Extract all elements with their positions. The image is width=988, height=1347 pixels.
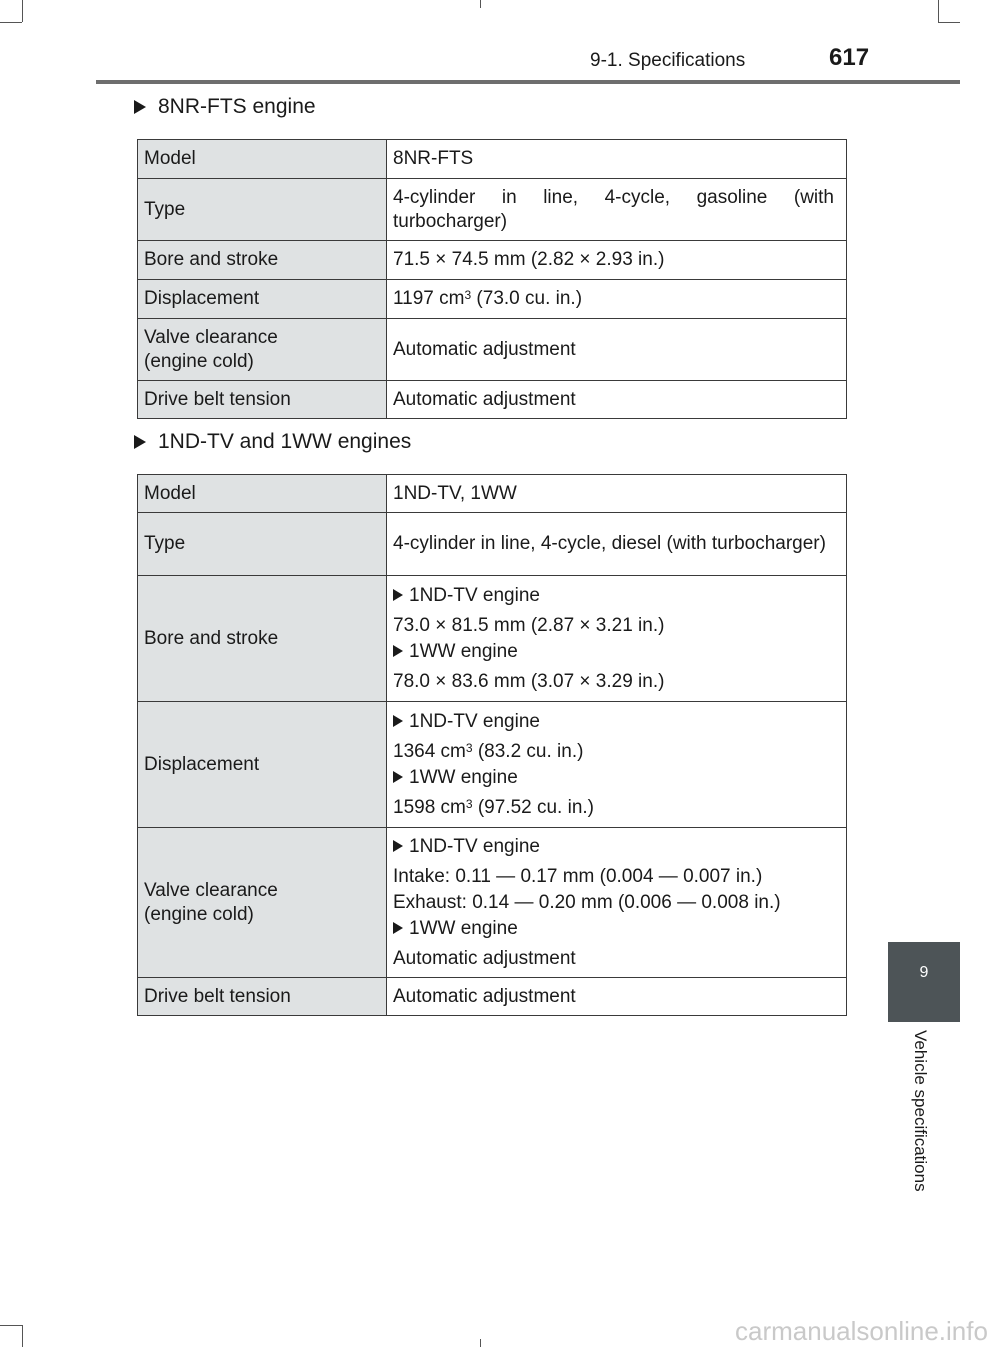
triangle-bullet-icon [393, 922, 403, 934]
superscript: 3 [465, 796, 473, 811]
spec-table-8nr-fts [137, 139, 847, 419]
superscript: 3 [464, 288, 472, 302]
sub-heading-text: 1ND-TV engine [409, 835, 540, 857]
sub-heading [393, 640, 834, 664]
value-text: 78.0 × 83.6 mm (3.07 × 3.29 in.) [393, 670, 665, 692]
section-heading-1nd-tv-1ww [134, 430, 411, 454]
section-heading-text: 8NR-FTS engine [158, 95, 316, 118]
page-number: 617 [829, 44, 870, 71]
table-row [138, 828, 847, 978]
table-row [138, 319, 847, 381]
table-row [138, 978, 847, 1016]
row-label: Model [138, 475, 387, 513]
row-value: 71.5 × 74.5 mm (2.82 × 2.93 in.) [387, 241, 847, 280]
crop-mark-tl-v [22, 0, 23, 22]
value-part: (83.2 cu. in.) [472, 740, 584, 762]
value-part: 1364 cm [393, 740, 466, 762]
table-row [138, 702, 847, 828]
value-text: (73.0 cu. in.) [471, 288, 583, 309]
row-label [138, 319, 387, 381]
table-row [138, 381, 847, 419]
value-text [393, 740, 834, 764]
spec-table-1nd-tv-1ww [137, 474, 847, 1016]
section-heading-text: 1ND-TV and 1WW engines [158, 430, 412, 453]
chapter-tab-label[interactable] [888, 1022, 960, 1232]
sub-heading-text: 1WW engine [409, 917, 518, 939]
sub-heading [393, 584, 834, 608]
triangle-bullet-icon [134, 435, 146, 449]
row-value [387, 828, 847, 978]
crop-mark-tr-h [938, 22, 960, 23]
triangle-bullet-icon [393, 645, 403, 657]
crop-mark-tr-v [938, 0, 939, 22]
row-value: Automatic adjustment [387, 381, 847, 419]
superscript: 3 [465, 740, 473, 755]
table-row [138, 241, 847, 280]
value-text: 73.0 × 81.5 mm (2.87 × 3.21 in.) [393, 614, 665, 636]
table-row [138, 576, 847, 702]
row-label: Bore and stroke [138, 241, 387, 280]
triangle-bullet-icon [393, 771, 403, 783]
sub-heading [393, 917, 834, 941]
row-value: 4-cylinder in line, 4-cycle, diesel (with turbocharger) [387, 513, 847, 576]
chapter-tab-label-text: Vehicle specifications [911, 1030, 930, 1192]
crop-mark-tl-h [0, 22, 22, 23]
label-line: Valve clearance [144, 879, 278, 901]
sub-heading-text: 1WW engine [409, 640, 518, 662]
row-label [138, 828, 387, 978]
row-label: Bore and stroke [138, 576, 387, 702]
row-label: Displacement [138, 280, 387, 319]
crop-mark-bl-h [0, 1325, 22, 1326]
label-line: (engine cold) [144, 350, 254, 372]
crop-mark-tc [480, 0, 481, 8]
row-value [387, 280, 847, 319]
sub-heading-text: 1ND-TV engine [409, 584, 540, 606]
crop-mark-bl-v [22, 1325, 23, 1347]
sub-heading [393, 710, 834, 734]
row-label: Type [138, 179, 387, 241]
sub-heading-text: 1ND-TV engine [409, 710, 540, 732]
label-line: Valve clearance [144, 326, 278, 348]
table-row [138, 280, 847, 319]
row-label: Drive belt tension [138, 381, 387, 419]
row-value: Automatic adjustment [387, 978, 847, 1016]
value-text: Exhaust: 0.14 — 0.20 mm (0.006 — 0.008 in.) [393, 891, 781, 913]
value-part: 1598 cm [393, 796, 466, 818]
row-label: Model [138, 140, 387, 179]
row-value [387, 576, 847, 702]
triangle-bullet-icon [393, 840, 403, 852]
sub-heading-text: 1WW engine [409, 766, 518, 788]
row-label: Type [138, 513, 387, 576]
row-value [387, 702, 847, 828]
chapter-tab-number[interactable]: 9 [888, 942, 960, 1022]
crop-mark-bc [480, 1339, 481, 1347]
sub-heading [393, 835, 834, 859]
table-row [138, 475, 847, 513]
row-label: Drive belt tension [138, 978, 387, 1016]
table-row [138, 140, 847, 179]
value-part: (97.52 cu. in.) [472, 796, 595, 818]
header-rule [96, 80, 960, 84]
section-heading-8nr-fts [134, 95, 316, 119]
triangle-bullet-icon [393, 715, 403, 727]
row-label: Displacement [138, 702, 387, 828]
footer-watermark: carmanualsonline.info [735, 1316, 988, 1346]
triangle-bullet-icon [393, 589, 403, 601]
triangle-bullet-icon [134, 100, 146, 114]
value-text: Automatic adjustment [393, 947, 576, 969]
row-value: 4-cylinder in line, 4-cycle, gasoline (with turbocharger) [387, 179, 847, 241]
table-row [138, 179, 847, 241]
value-text [393, 796, 834, 820]
table-row [138, 513, 847, 576]
row-value: 1ND-TV, 1WW [387, 475, 847, 513]
sub-heading [393, 766, 834, 790]
header-section-title: 9-1. Specifications [590, 50, 746, 71]
row-value: 8NR-FTS [387, 140, 847, 179]
value-text: 1197 cm [393, 288, 465, 309]
value-text: Intake: 0.11 — 0.17 mm (0.004 — 0.007 in.) [393, 865, 763, 887]
label-line: (engine cold) [144, 903, 254, 925]
row-value: Automatic adjustment [387, 319, 847, 381]
